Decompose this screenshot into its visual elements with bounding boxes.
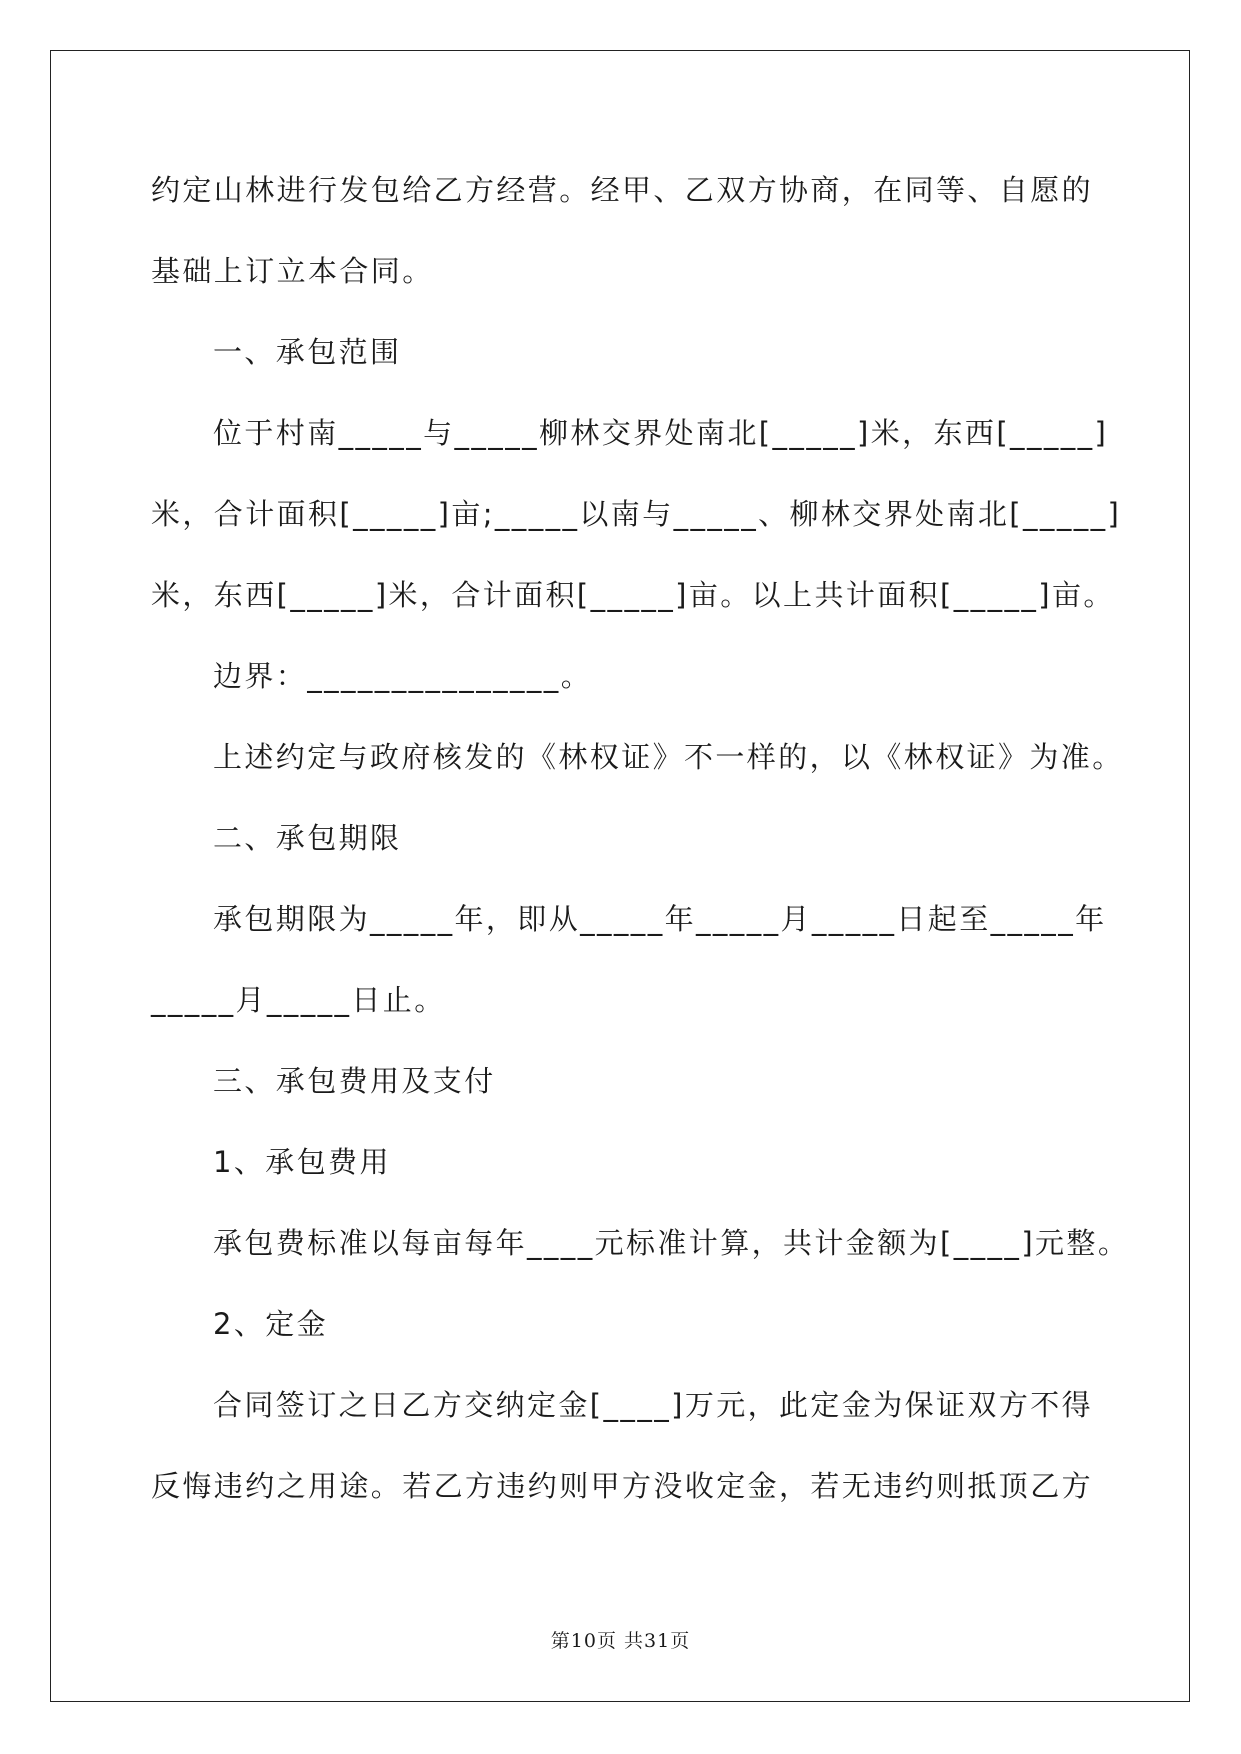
- section-heading: 三、承包费用及支付: [213, 1064, 496, 1098]
- paragraph-line: 反悔违约之用途。若乙方违约则甲方没收定金，若无违约则抵顶乙方: [151, 1469, 1094, 1503]
- paragraph-line: 基础上订立本合同。: [151, 254, 434, 288]
- section-heading: 二、承包期限: [213, 821, 402, 855]
- paragraph-line: _____月_____日止。: [151, 983, 446, 1017]
- paragraph-line: 约定山林进行发包给乙方经营。经甲、乙双方协商，在同等、自愿的: [151, 173, 1094, 207]
- paragraph-line: 上述约定与政府核发的《林权证》不一样的，以《林权证》为准。: [213, 740, 1124, 774]
- paragraph-line: 合同签订之日乙方交纳定金[____]万元，此定金为保证双方不得: [213, 1388, 1094, 1422]
- section-heading: 一、承包范围: [213, 335, 402, 369]
- paragraph-line: 边界：_______________。: [213, 659, 593, 693]
- paragraph-line: 位于村南_____与_____柳林交界处南北[_____]米，东西[_____]: [213, 416, 1109, 450]
- page-number-footer: 第10页 共31页: [550, 1630, 691, 1652]
- paragraph-line: 承包费标准以每亩每年____元标准计算，共计金额为[____]元整。: [213, 1226, 1130, 1260]
- paragraph-line: 米，东西[_____]米，合计面积[_____]亩。以上共计面积[_____]亩。: [151, 578, 1115, 612]
- subsection-heading: 2、定金: [213, 1307, 329, 1341]
- paragraph-line: 米，合计面积[_____]亩;_____以南与_____、柳林交界处南北[_____]: [151, 497, 1122, 531]
- subsection-heading: 1、承包费用: [213, 1145, 391, 1179]
- paragraph-line: 承包期限为_____年，即从_____年_____月_____日起至_____年: [213, 902, 1107, 936]
- document-body: [151, 150, 1130, 1527]
